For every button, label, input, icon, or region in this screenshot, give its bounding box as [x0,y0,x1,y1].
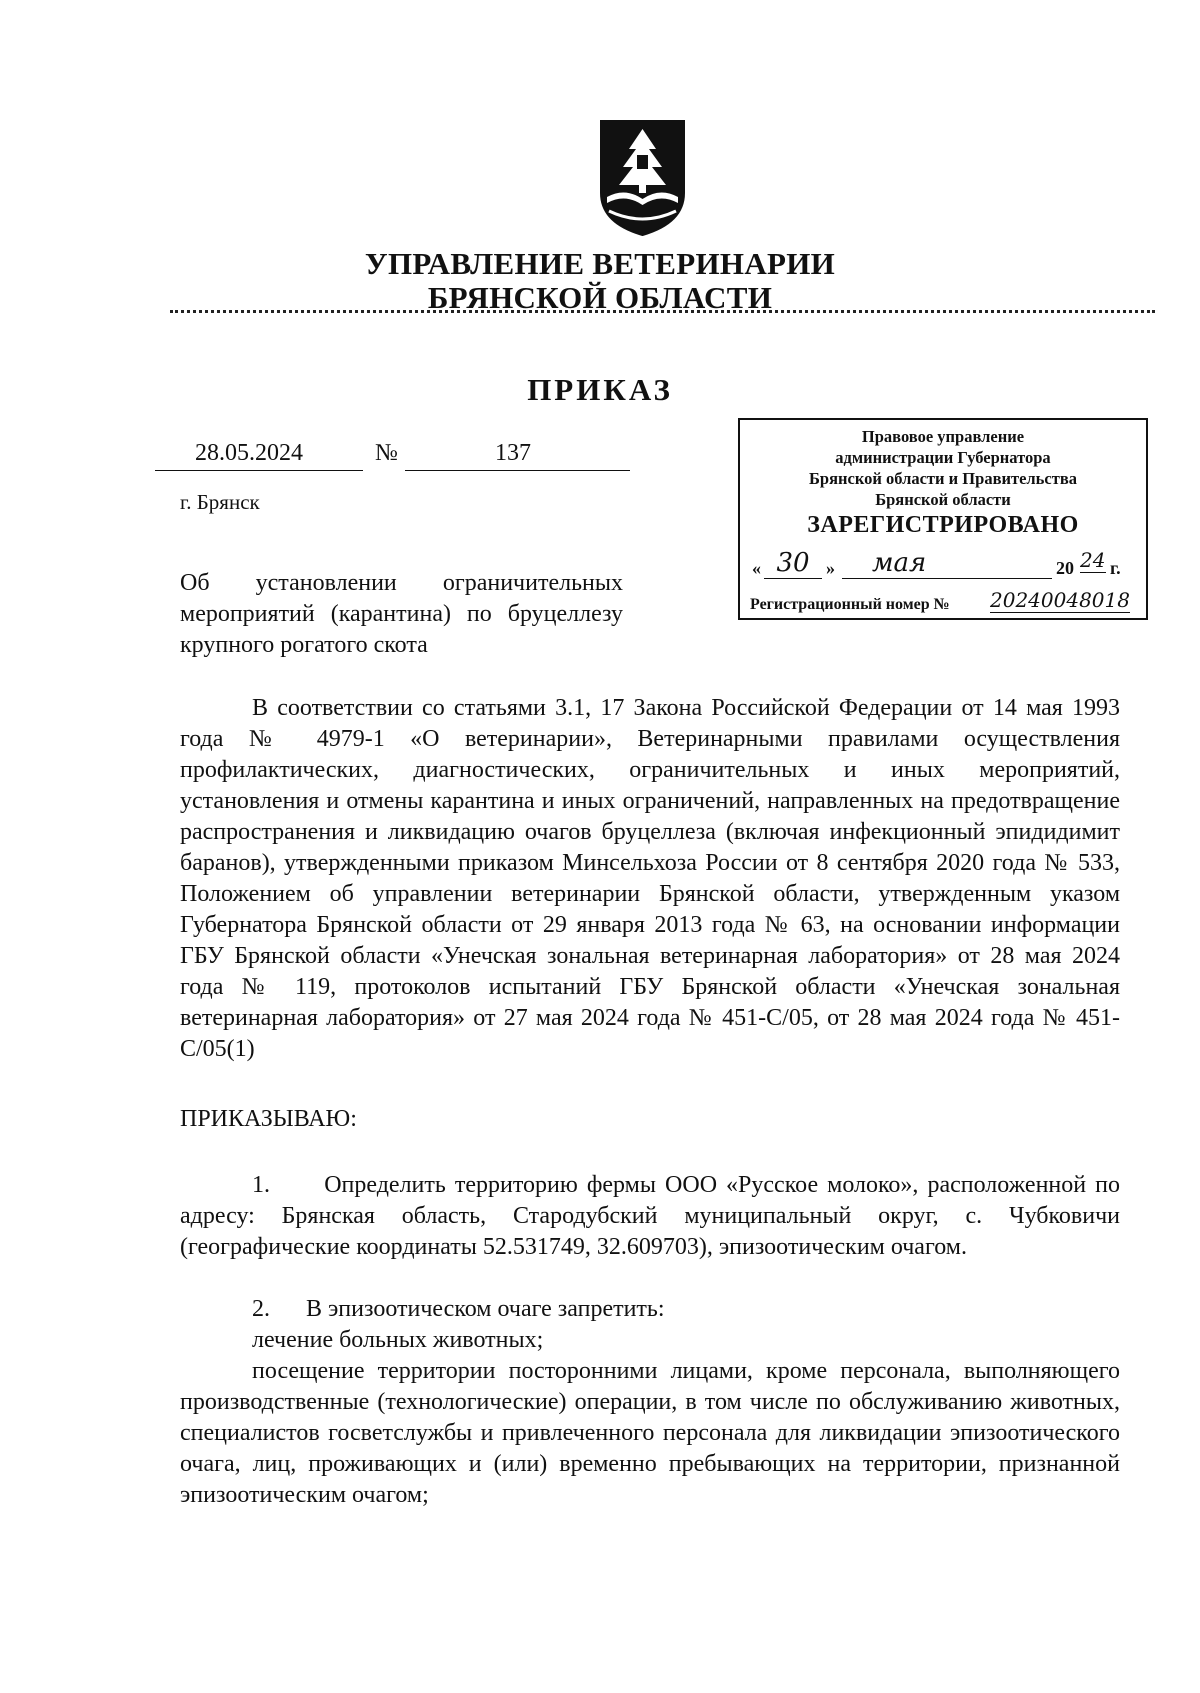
document-type-title: ПРИКАЗ [527,372,673,407]
stamp-reg-number: 20240048018 [990,588,1130,612]
header-divider [170,310,1155,313]
document-subject: Об установлении ограничительных мероприятий (карантина) по бруцеллезу крупного рогатого скота [180,570,623,658]
org-name-line1: УПРАВЛЕНИЕ ВЕТЕРИНАРИИ [364,246,836,281]
order-item-2-b: посещение территории посторонними лицами, кроме персонала, выполняющего производственные (технологические) операции, в том числе по обслуживанию животных, специалистов госветслужбы и привлеченного персонала для ликвидации эпизоотического очага, лиц, проживающих и (или) временно пребывающих на территории, признанной эпизоотическим очагом; [180,1358,1120,1508]
registration-stamp [738,418,1148,620]
org-name-line2: БРЯНСКОЙ ОБЛАСТИ [427,280,773,315]
order-item-1: 1. Определить территорию фермы ООО «Русское молоко», расположенной по адресу: Брянская область, Стародубский муниципальный округ, с. Чубковичи (географические координаты 52.531749, 32.609703), эпизоотическим очагом. [180,1172,1120,1260]
stamp-line2: администрации Губернатора [835,448,1051,467]
stamp-line1: Правовое управление [861,427,1025,446]
stamp-date-row [750,548,1138,580]
stamp-reg-label: Регистрационный номер № [750,596,950,613]
stamp-day-close: » [826,558,835,578]
city-label: г. Брянск [180,490,260,514]
order-date: 28.05.2024 [195,440,303,466]
order-number: 137 [495,440,531,466]
stamp-year-prefix: 20 [1056,558,1074,578]
order-date-field [155,440,363,471]
stamp-day-open: « [752,558,761,578]
stamp-year-unit: г. [1110,558,1121,578]
order-item-2-a: лечение больных животных; [252,1327,544,1353]
preamble-paragraph: В соответствии со статьями 3.1, 17 Закона Российской Федерации от 14 мая 1993 года № 4979-1 «О ветеринарии», Ветеринарными правилами осуществления профилактических, диагностических, ограничительных и иных мероприятий, установления и отмены карантина и иных ограничений, направленных на предотвращение распространения и ликвидацию очагов бруцеллеза (включая инфекционный эпидидимит баранов), утвержденными приказом Минсельхоза России от 8 сентября 2020 года № 533, Положением об управлении ветеринарии Брянской области, утвержденным указом Губернатора Брянской области от 29 января 2013 года № 63, на основании информации ГБУ Брянской области «Унечская зональная ветеринарная лаборатория» от 28 мая 2024 года № 119, протоколов испытаний ГБУ Брянской области «Унечская зональная ветеринарная лаборатория» от 27 мая 2024 года № 451-С/05, от 28 мая 2024 года № 451-С/05(1) [180,695,1120,1062]
order-item-2: 2. В эпизоотическом очаге запретить: [252,1296,665,1322]
stamp-line3: Брянской области и Правительства [809,469,1077,488]
order-number-sign: № [375,440,398,466]
stamp-month: мая [842,548,1052,579]
stamp-day: 30 [764,548,822,579]
coat-of-arms-emblem [595,115,690,240]
stamp-year-suffix: 24 [1080,548,1106,572]
order-number-field [405,440,630,471]
order-word: ПРИКАЗЫВАЮ: [180,1106,357,1132]
stamp-line4: Брянской области [875,490,1011,509]
stamp-status: ЗАРЕГИСТРИРОВАНО [807,512,1079,538]
